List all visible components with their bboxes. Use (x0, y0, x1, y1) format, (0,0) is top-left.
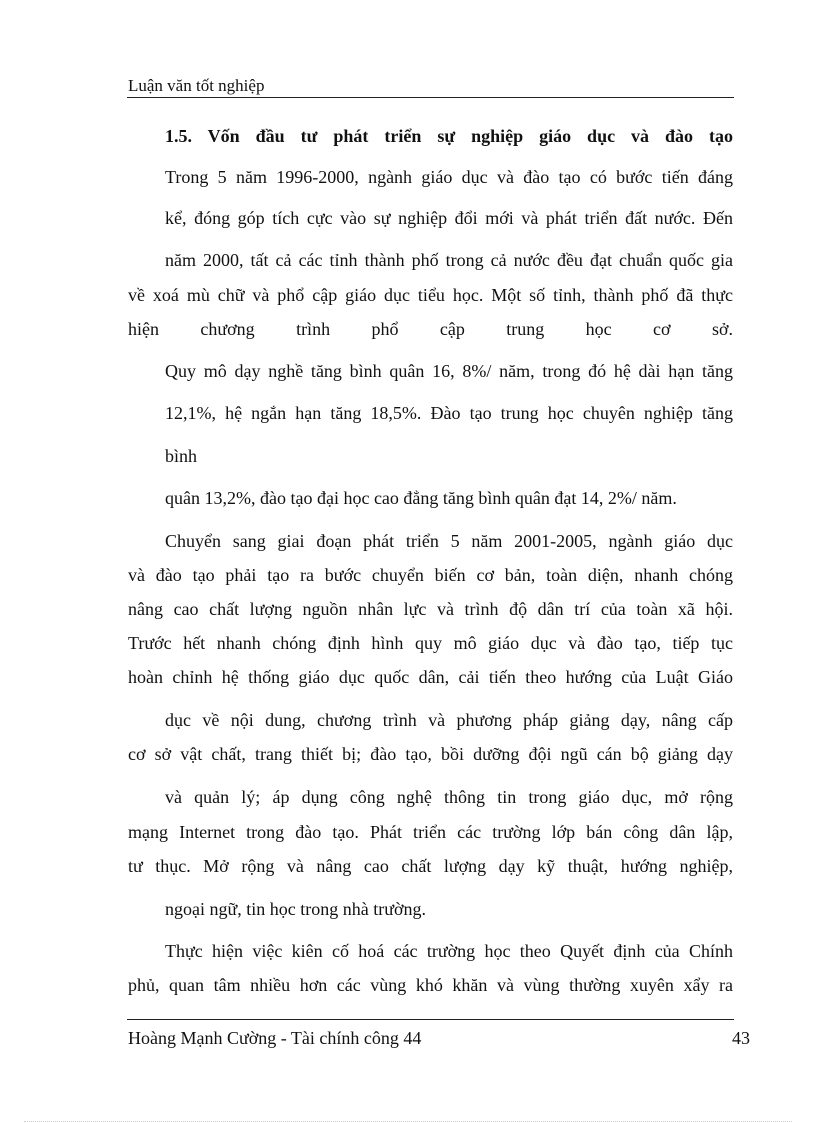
body-line: Quy mô dạy nghề tăng bình quân 16, 8%/ năm, trong đó hệ dài hạn tăng (165, 361, 733, 381)
body-line: Chuyển sang giai đoạn phát triển 5 năm 2001-2005, ngành giáo dục (165, 531, 733, 551)
body-line: hoàn chỉnh hệ thống giáo dục quốc dân, cải tiến theo hướng của Luật Giáo (128, 667, 733, 687)
body-line: ngoại ngữ, tin học trong nhà trường. (165, 899, 426, 919)
body-line: dục về nội dung, chương trình và phương pháp giảng dạy, nâng cấp (165, 710, 733, 730)
body-line: mạng Internet trong đào tạo. Phát triển các trường lớp bán công dân lập, (128, 822, 733, 842)
section-title: 1.5. Vốn đầu tư phát triển sự nghiệp giáo dục và đào tạo (165, 126, 733, 146)
body-line: bình (165, 446, 198, 466)
body-line: quân 13,2%, đào tạo đại học cao đẳng tăng bình quân đạt 14, 2%/ năm. (165, 488, 677, 508)
body-line: cơ sở vật chất, trang thiết bị; đào tạo, bồi dưỡng đội ngũ cán bộ giảng dạy (128, 744, 733, 764)
footer-author: Hoàng Mạnh Cường - Tài chính công 44 (128, 1028, 422, 1048)
running-header: Luận văn tốt nghiệp (128, 76, 265, 95)
body-line: nâng cao chất lượng nguồn nhân lực và trình độ dân trí của toàn xã hội. (128, 599, 733, 619)
body-line: năm 2000, tất cả các tỉnh thành phố trong cả nước đều đạt chuẩn quốc gia (165, 250, 733, 270)
body-line: Trước hết nhanh chóng định hình quy mô giáo dục và đào tạo, tiếp tục (128, 633, 733, 653)
page-edge-divider (24, 1121, 792, 1122)
body-line: và quản lý; áp dụng công nghệ thông tin trong giáo dục, mở rộng (165, 787, 733, 807)
body-line: 12,1%, hệ ngắn hạn tăng 18,5%. Đào tạo trung học chuyên nghiệp tăng (165, 403, 733, 423)
footer-rule (127, 1019, 734, 1020)
body-line: Trong 5 năm 1996-2000, ngành giáo dục và đào tạo có bước tiến đáng (165, 167, 733, 187)
body-line: và đào tạo phải tạo ra bước chuyển biến cơ bản, toàn diện, nhanh chóng (128, 565, 733, 585)
body-line: tư thục. Mở rộng và nâng cao chất lượng dạy kỹ thuật, hướng nghiệp, (128, 856, 733, 876)
body-line: kể, đóng góp tích cực vào sự nghiệp đổi mới và phát triển đất nước. Đến (165, 208, 733, 228)
header-rule (127, 97, 734, 98)
body-line: phủ, quan tâm nhiều hơn các vùng khó khăn và vùng thường xuyên xẩy ra (128, 975, 733, 995)
body-line: về xoá mù chữ và phổ cập giáo dục tiểu học. Một số tỉnh, thành phố đã thực (128, 285, 733, 305)
page-number: 43 (732, 1028, 750, 1048)
body-line: Thực hiện việc kiên cố hoá các trường học theo Quyết định của Chính (165, 941, 733, 961)
body-line: hiện chương trình phổ cập trung học cơ sở. (128, 319, 733, 339)
